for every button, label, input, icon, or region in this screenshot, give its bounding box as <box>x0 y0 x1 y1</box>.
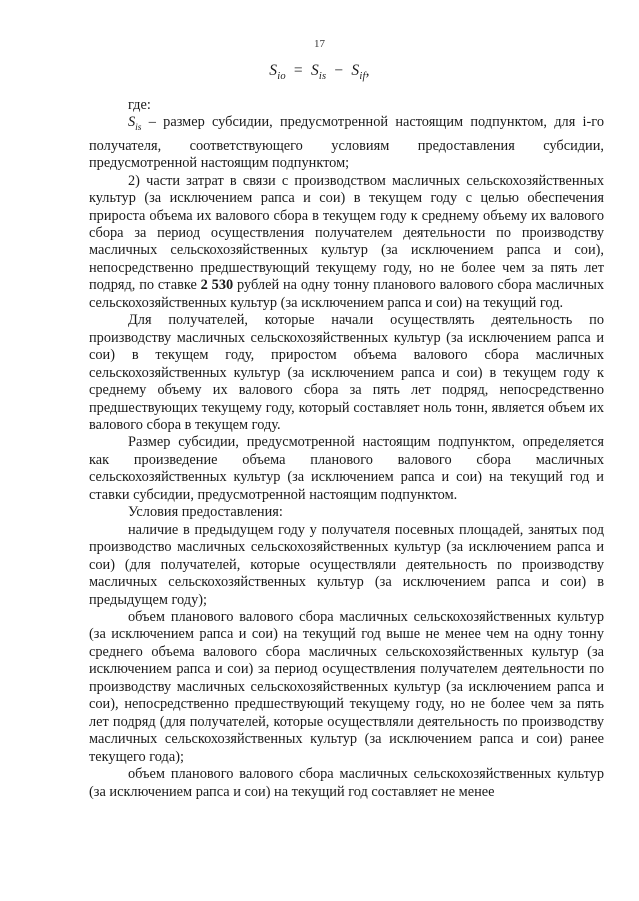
condition-3-paragraph: объем планового валового сбора масличных сельскохозяйственных культур (за исключением рапса и сои) на текущий год составляет не менее <box>89 766 604 800</box>
formula-term-2: $S_{if}$ <box>351 62 366 83</box>
condition-2-paragraph: объем планового валового сбора масличных сельскохозяйственных культур (за исключением рапса и сои) на текущий год выше не менее чем на одну тонну среднего объема валового сбора масличных сельскохозяйственных культур (за исключением рапса и сои) за период осуществления получателем деятельности по производству масличных сельскохозяйственных культур (за исключением рапса и сои), непосредственно предшествующий текущему году, но не более чем за пять лет подряд (для получателей, которые осуществляли деятельность по производству масличных сельскохозяйственных культур (за исключением рапса и сои) ранее текущего года); <box>89 609 604 765</box>
condition-1-paragraph: наличие в предыдущем году у получателя посевных площадей, занятых под производство масличных сельскохозяйственных культур (за исключением рапса и сои) (для получателей, которые осуществляли деятельность по производству масличных сельскохозяйственных культур (за исключением рапса и сои) в предыдущем году); <box>89 521 604 608</box>
formula-equals: = <box>293 62 303 79</box>
formula-lhs: $S_{io}$ <box>269 62 286 83</box>
new-recipients-paragraph: Для получателей, которые начали осуществлять деятельность по производству масличных сельскохозяйственных культур (за исключением рапса и сои) в текущем году, приростом объема валового сбора масличных сельскохозяйственных культур (за исключением рапса и сои) в текущем году к среднему объему их валового сбора за пять лет подряд, непосредственно предшествующих текущему году, который составляет ноль тонн, является объем их валового сбора в текущем году. <box>89 312 604 434</box>
formula <box>0 62 639 82</box>
item-2-paragraph: 2) части затрат в связи с производством масличных сельскохозяйственных культур (за исключением рапса и сои) в текущем году с целью обеспечения прироста объема их валового сбора в текущем году к среднему объему их валового сбора за период осуществления получателем деятельности по производству масличных сельскохозяйственных культур (за исключением рапса и сои), непосредственно предшествующий текущему году, но не более чем за пять лет подряд, по ставке 2 530 рублей на одну тонну планового валового сбора масличных сельскохозяйственных культур (за исключением рапса и сои) на текущий год. <box>89 172 604 311</box>
formula-minus: − <box>334 62 344 79</box>
where-label: где: <box>128 97 151 113</box>
formula-term-1: $S_{is}$ <box>310 62 327 83</box>
conditions-label: Условия предоставления: <box>128 504 283 521</box>
subsidy-size-paragraph: Размер субсидии, предусмотренной настоящим подпунктом, определяется как произведение объема планового валового сбора масличных сельскохозяйственных культур (за исключением рапса и сои) на текущий год и ставки субсидии, предусмотренной настоящим подпунктом. <box>89 434 604 503</box>
subsidy-rate: 2 530 <box>200 277 234 294</box>
sis-definition-paragraph <box>89 114 604 172</box>
body-text <box>89 97 604 801</box>
sis-symbol: $S_{is}$ <box>128 114 142 134</box>
page-number: 17 <box>314 38 325 50</box>
sis-definition-text: – размер субсидии, предусмотренной настоящим подпунктом, для i-го получателя, соответствующего условиям предоставления субсидии, предусмотренной настоящим подпунктом; <box>89 114 604 172</box>
formula-comma: , <box>365 62 370 79</box>
